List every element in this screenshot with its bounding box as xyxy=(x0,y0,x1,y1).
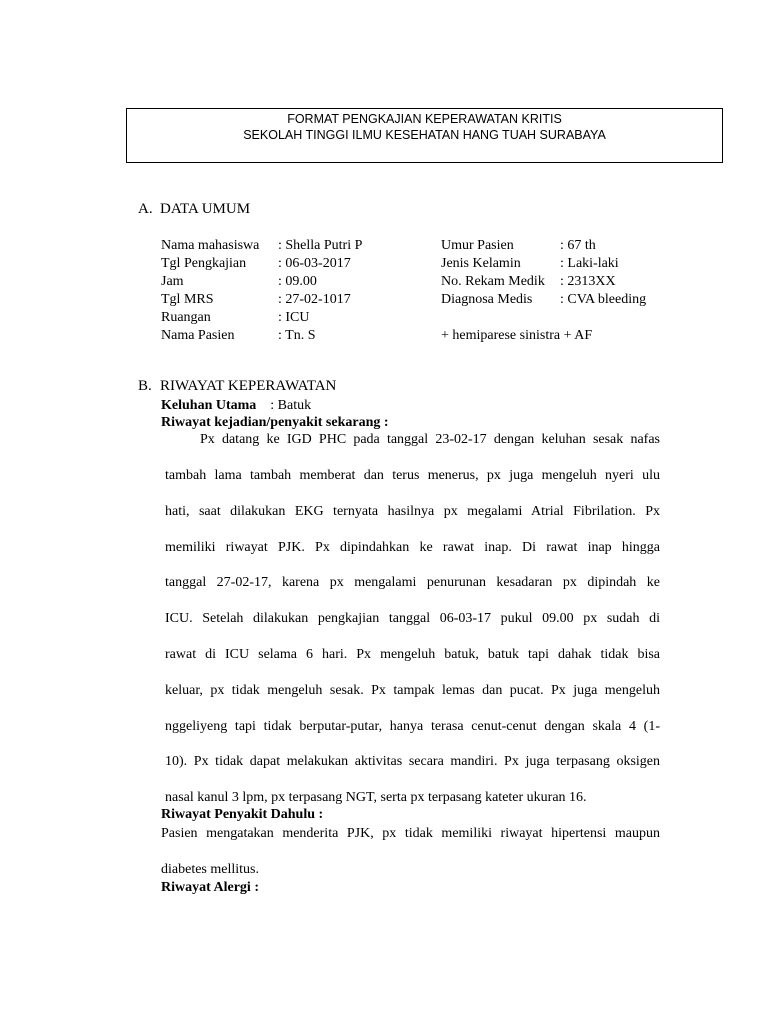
data-row xyxy=(161,291,681,309)
section-a-heading xyxy=(138,201,250,218)
data-row xyxy=(161,237,681,255)
paragraph-line: diabetes mellitus. xyxy=(161,862,259,877)
field-label: Jam xyxy=(161,274,184,289)
keluhan-utama-value: : Batuk xyxy=(270,398,312,413)
field-label: Tgl MRS xyxy=(161,292,214,307)
header-title-line-2: SEKOLAH TINGGI ILMU KESEHATAN HANG TUAH SURABAYA xyxy=(243,128,606,142)
paragraph-line: memiliki riwayat PJK. Px dipindahkan ke rawat inap. Di rawat inap hingga xyxy=(165,540,660,555)
data-row xyxy=(161,273,681,291)
field-value: : 06-03-2017 xyxy=(278,256,351,271)
riwayat-alergi-heading: Riwayat Alergi : xyxy=(161,880,259,895)
section-a-letter: A. xyxy=(138,201,153,217)
section-b-title: RIWAYAT KEPERAWATAN xyxy=(160,378,337,394)
field-value: : Shella Putri P xyxy=(278,238,363,253)
field-label: No. Rekam Medik xyxy=(441,274,545,289)
section-a-title: DATA UMUM xyxy=(160,201,251,217)
paragraph-line: tanggal 27-02-17, karena px mengalami penurunan kesadaran px dipindah ke xyxy=(165,575,660,590)
data-row xyxy=(161,255,681,273)
paragraph-line: rawat di ICU selama 6 hari. Px mengeluh batuk, batuk tapi dahak tidak bisa xyxy=(165,647,660,662)
paragraph-line: hati, saat dilakukan EKG ternyata hasilnya px megalami Atrial Fibrilation. Px xyxy=(165,504,660,519)
section-b-heading xyxy=(138,378,336,395)
field-value: : CVA bleeding xyxy=(560,292,647,307)
field-label: Jenis Kelamin xyxy=(441,256,521,271)
header-title-line-1: FORMAT PENGKAJIAN KEPERAWATAN KRITIS xyxy=(287,112,562,126)
field-value: : Tn. S xyxy=(278,328,316,343)
document-header-box xyxy=(126,108,723,163)
field-label: Ruangan xyxy=(161,310,211,325)
data-row xyxy=(161,327,681,345)
field-value: : Laki-laki xyxy=(560,256,619,271)
paragraph-line: nggeliyeng tapi tidak berputar-putar, hanya terasa cenut-cenut dengan skala 4 (1- xyxy=(165,719,660,734)
paragraph-line: ICU. Setelah dilakukan pengkajian tanggal 06-03-17 pukul 09.00 px sudah di xyxy=(165,611,660,626)
section-b-letter: B. xyxy=(138,378,152,394)
general-data-grid xyxy=(161,237,681,345)
keluhan-utama-label: Keluhan Utama xyxy=(161,398,257,413)
field-value: : 2313XX xyxy=(560,274,616,289)
paragraph-line: Pasien mengatakan menderita PJK, px tidak memiliki riwayat hipertensi maupun xyxy=(161,826,660,841)
riwayat-sekarang-heading: Riwayat kejadian/penyakit sekarang : xyxy=(161,415,389,430)
data-row xyxy=(161,309,681,327)
field-label: Nama Pasien xyxy=(161,328,235,343)
paragraph-line: keluar, px tidak mengeluh sesak. Px tampak lemas dan pucat. Px juga mengeluh xyxy=(165,683,660,698)
field-label: Umur Pasien xyxy=(441,238,514,253)
keluhan-utama-row xyxy=(161,398,311,414)
paragraph-line: nasal kanul 3 lpm, px terpasang NGT, serta px terpasang kateter ukuran 16. xyxy=(165,790,587,805)
field-value: : ICU xyxy=(278,310,310,325)
field-label: Tgl Pengkajian xyxy=(161,256,247,271)
field-value: : 27-02-1017 xyxy=(278,292,351,307)
riwayat-dahulu-heading: Riwayat Penyakit Dahulu : xyxy=(161,807,324,822)
field-label: Nama mahasiswa xyxy=(161,238,260,253)
paragraph-line: tambah lama tambah memberat dan terus menerus, px juga mengeluh nyeri ulu xyxy=(165,468,660,483)
field-label: Diagnosa Medis xyxy=(441,292,533,307)
field-value: : 67 th xyxy=(560,238,596,253)
field-value: : 09.00 xyxy=(278,274,317,289)
paragraph-line: 10). Px tidak dapat melakukan aktivitas secara mandiri. Px juga terpasang oksigen xyxy=(165,754,660,769)
paragraph-line: Px datang ke IGD PHC pada tanggal 23-02-17 dengan keluhan sesak nafas xyxy=(200,432,660,447)
diagnosis-extra: + hemiparese sinistra + AF xyxy=(441,328,593,343)
